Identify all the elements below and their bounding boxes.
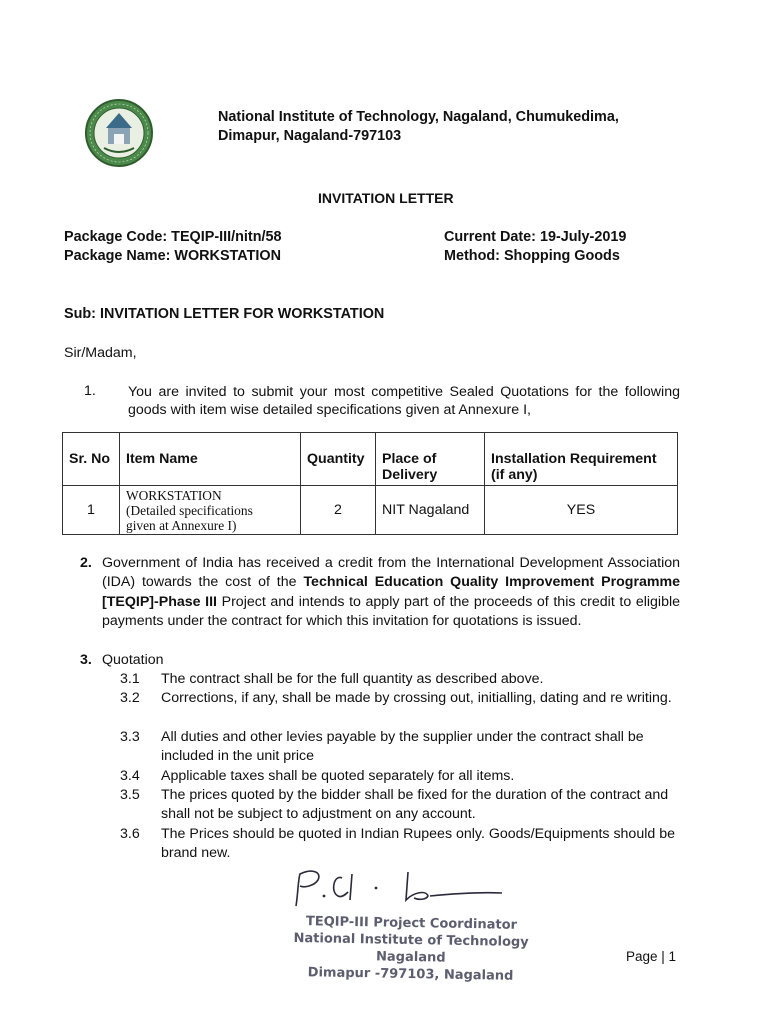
cell-place: NIT Nagaland	[376, 486, 485, 535]
official-stamp	[285, 913, 536, 985]
institute-seal-icon	[84, 98, 154, 168]
header-installation: Installation Requirement (if any)	[485, 433, 678, 486]
list-item-number: 3.3	[120, 729, 140, 745]
para2-text	[102, 554, 680, 632]
list-item-text: The contract shall be for the full quantity as described above.	[161, 671, 544, 687]
subject-line: Sub: INVITATION LETTER FOR WORKSTATION	[64, 306, 385, 322]
para2-number: 2.	[80, 555, 92, 571]
cell-sr-no: 1	[63, 486, 120, 535]
header-item-name: Item Name	[120, 433, 301, 486]
page-number: Page | 1	[626, 949, 677, 964]
institute-header	[218, 108, 619, 146]
list-item-number: 3.1	[120, 671, 140, 687]
letter-title: INVITATION LETTER	[318, 190, 454, 206]
para3-title: Quotation	[102, 652, 164, 668]
item-name-line: WORKSTATION	[126, 487, 222, 503]
current-date: Current Date: 19-July-2019	[444, 229, 627, 245]
institute-address: Dimapur, Nagaland-797103	[218, 128, 402, 144]
para2-programme-name: Technical Education Quality Improvement Programme [TEQIP]-Phase III	[102, 574, 680, 610]
stamp-line: TEQIP-III Project Coordinator	[305, 914, 518, 933]
header-sr-no: Sr. No	[63, 433, 120, 486]
list-item-number: 3.2	[120, 690, 140, 706]
cell-installation: YES	[485, 486, 678, 535]
salutation: Sir/Madam,	[64, 345, 137, 361]
stamp-line: National Institute of Technology Nagaland	[293, 930, 529, 966]
para1-text: You are invited to submit your most competitive Sealed Quotations for the following goods with item wise detailed specifications given at Annexure I,	[128, 384, 680, 418]
list-item-text: Corrections, if any, shall be made by crossing out, initialling, dating and re writing.	[161, 690, 672, 706]
item-name-line: (Detailed specifications	[126, 502, 253, 518]
para2-text-b: Project and intends to apply part of the proceeds of this credit to eligible payments under the contract for which this invitation for quotations is issued.	[102, 593, 681, 630]
package-info	[64, 228, 282, 266]
package-code: Package Code: TEQIP-III/nitn/58	[64, 229, 282, 245]
para1-number: 1.	[84, 383, 96, 399]
list-item-text: The prices quoted by the bidder shall be fixed for the duration of the contract and shall not be subject to adjustment on any account.	[161, 787, 669, 823]
table-header-row	[63, 433, 678, 486]
list-item-number: 3.6	[120, 826, 140, 842]
cell-quantity: 2	[301, 486, 376, 535]
list-item-text: All duties and other levies payable by the supplier under the contract shall be included in the unit price	[161, 729, 644, 765]
para2-text-a: Government of India has received a credit from the International Development Association (IDA) towards the cost of the	[102, 555, 680, 591]
para3-number: 3.	[80, 652, 92, 668]
list-item-number: 3.5	[120, 787, 140, 803]
list-item-text: Applicable taxes shall be quoted separately for all items.	[161, 768, 515, 784]
institute-name: National Institute of Technology, Nagaland, Chumukedima,	[218, 109, 619, 125]
package-name: Package Name: WORKSTATION	[64, 248, 281, 264]
stamp-line: Dimapur -797103, Nagaland	[307, 965, 514, 984]
cell-item-name	[120, 486, 301, 535]
list-item-number: 3.4	[120, 768, 140, 784]
table-row	[63, 486, 678, 535]
items-table	[62, 432, 678, 535]
item-name-line: given at Annexure I)	[126, 517, 237, 533]
header-place-of-delivery: Place of Delivery	[376, 433, 485, 486]
procurement-method: Method: Shopping Goods	[444, 248, 620, 264]
signature	[290, 866, 510, 912]
date-method-info	[444, 228, 626, 266]
list-item-text: The Prices should be quoted in Indian Rupees only. Goods/Equipments should be brand new.	[161, 826, 675, 862]
header-quantity: Quantity	[301, 433, 376, 486]
